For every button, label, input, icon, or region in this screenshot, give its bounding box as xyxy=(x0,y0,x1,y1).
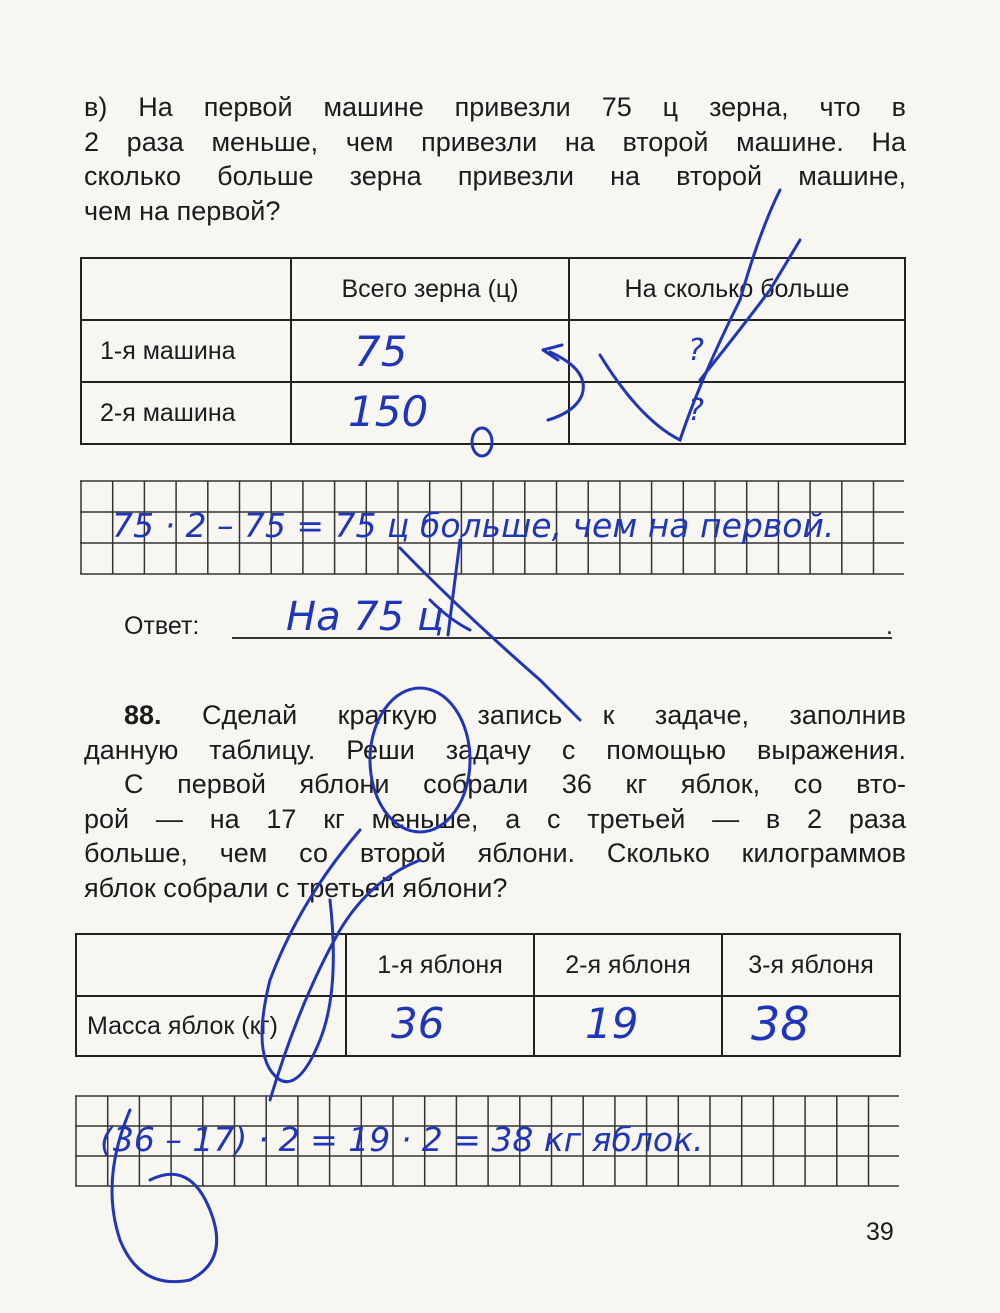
answer-text: На 75 ц xyxy=(286,594,445,640)
answer-label: Ответ: xyxy=(124,612,200,640)
table-v-row2-label: 2-я машина xyxy=(81,382,291,444)
task-88-line-2: данную таблицу. Реши задачу с помощью выражения. xyxy=(84,734,906,765)
check-mark-1b xyxy=(700,240,800,380)
task-88-line-4: рой — на 17 кг меньше, а с третьей — в 2 раза xyxy=(84,803,906,834)
answer-end: . xyxy=(886,612,893,640)
task-88-line-6: яблок собрали с третьей яблони? xyxy=(84,872,508,903)
circle-mark-2 xyxy=(262,830,360,1082)
solution-v: 75 · 2 – 75 = 75 ц больше, чем на первой. xyxy=(112,506,835,545)
task-88-number: 88. xyxy=(124,700,162,730)
arrow-mark xyxy=(548,352,583,420)
table-88-header-1: 1-я яблоня xyxy=(346,934,534,996)
table-v-row1-label: 1-я машина xyxy=(81,320,291,382)
table-88-value-3: 38 xyxy=(751,997,810,1051)
table-88-row-label: Масса яблок (кг) xyxy=(76,996,346,1056)
table-88-value-1: 36 xyxy=(391,999,445,1048)
slash-mark xyxy=(270,860,420,1100)
circle-mark-1 xyxy=(370,688,470,832)
check-mark-1 xyxy=(600,190,780,440)
task-88-line-5: больше, чем со второй яблони. Сколько килограммов xyxy=(84,838,906,868)
task-88-line-3: С первой яблони собрали 36 кг яблок, со вто- xyxy=(124,769,906,799)
task-v-line-2: 2 раза меньше, чем привезли на второй машине. На xyxy=(84,126,906,157)
page-number: 39 xyxy=(866,1218,894,1246)
table-88-header-2: 2-я яблоня xyxy=(534,934,722,996)
zero-mark-1 xyxy=(472,428,492,456)
task-v-line-1: в) На первой машине привезли 75 ц зерна, что в xyxy=(84,92,906,122)
table-88-value-2: 19 xyxy=(585,999,639,1048)
solution-88: (36 – 17) · 2 = 19 · 2 = 38 кг яблок. xyxy=(100,1120,704,1159)
table-v-row2-total: 150 xyxy=(348,387,429,436)
table-v-header-diff: На сколько больше xyxy=(569,258,905,320)
answer-stroke-2 xyxy=(430,540,470,635)
table-v-row1-total: 75 xyxy=(354,327,408,376)
answer-stroke-1 xyxy=(400,548,580,720)
task-88-line-1: 88. Сделай краткую запись к задаче, заполнив xyxy=(124,700,906,730)
big-loop xyxy=(112,1110,217,1282)
task-v-line-3: сколько больше зерна привезли на второй машине, xyxy=(84,161,906,191)
table-v-header-total: Всего зерна (ц) xyxy=(291,258,569,320)
table-v-row1-diff: ? xyxy=(688,333,704,368)
task-v-line-4: чем на первой? xyxy=(84,195,281,226)
table-v-row2-diff: ? xyxy=(688,393,704,428)
table-88-header-3: 3-я яблоня xyxy=(722,934,900,996)
